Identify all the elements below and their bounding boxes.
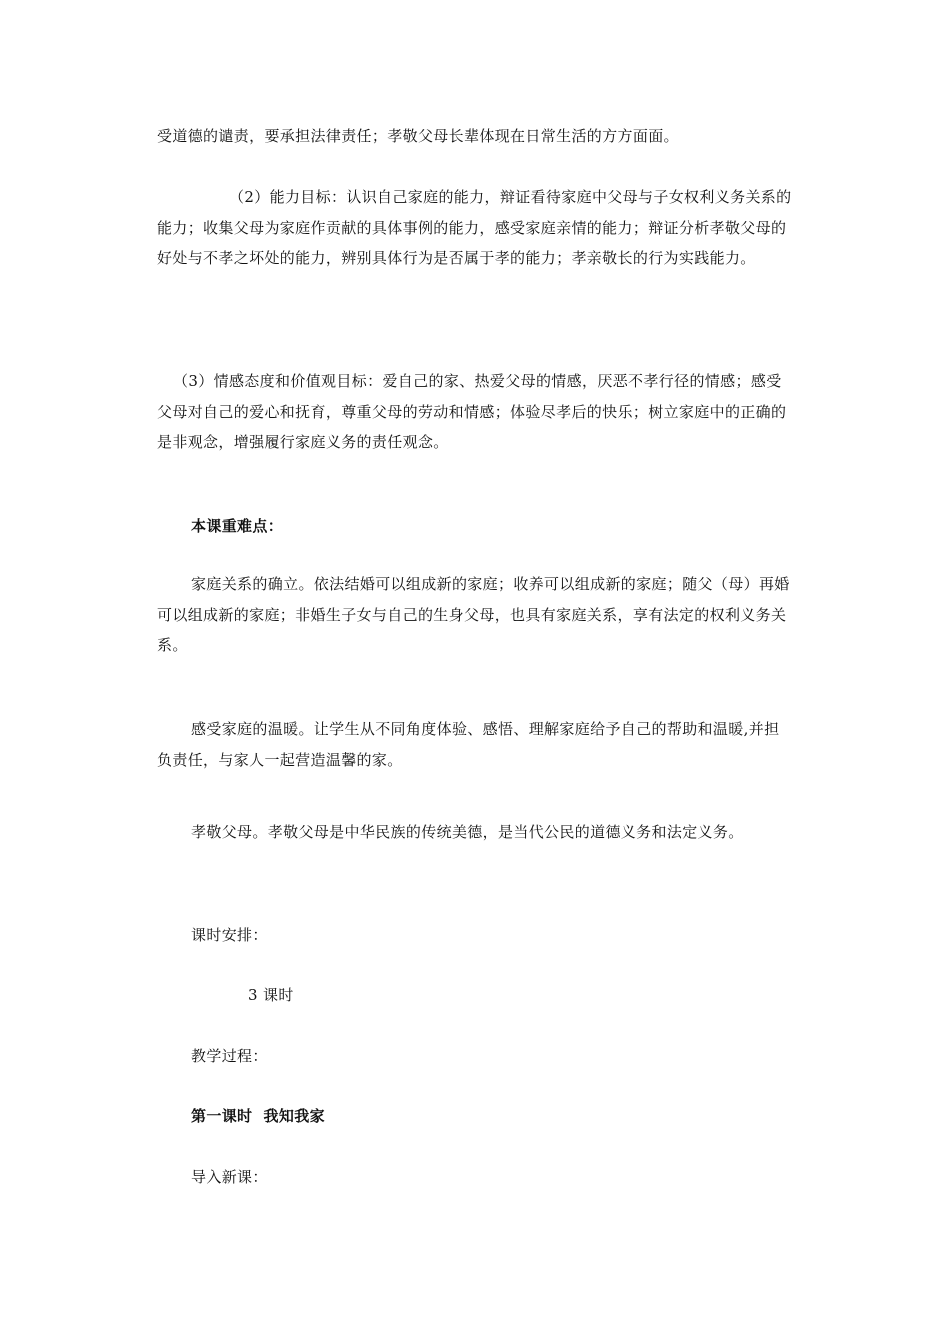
paragraph-family-relations: 家庭关系的确立。依法结婚可以组成新的家庭；收养可以组成新的家庭；随父（母）再婚可以组成新的家庭；非婚生子女与自己的生身父母，也具有家庭关系，享有法定的权利义务关系。 (157, 575, 790, 654)
intro-label: 导入新课： (191, 1168, 268, 1186)
paragraph-continuation: 受道德的谴责，要承担法律责任；孝敬父母长辈体现在日常生活的方方面面。 (157, 127, 679, 145)
process-label: 教学过程： (191, 1047, 268, 1065)
paragraph-ability-goals: （2）能力目标：认识自己家庭的能力，辩证看待家庭中父母与子女权利义务关系的能力；收集父母为家庭作贡献的具体事例的能力，感受家庭亲情的能力；辩证分析孝敬父母的好处与不孝之坏处的能力，辨别具体行为是否属于孝的能力；孝亲敬长的行为实践能力。 (157, 188, 792, 267)
paragraph-family-warmth: 感受家庭的温暖。让学生从不同角度体验、感悟、理解家庭给予自己的帮助和温暖,并担负责任，与家人一起营造温馨的家。 (157, 720, 780, 769)
schedule-label: 课时安排： (191, 926, 268, 944)
heading-key-points: 本课重难点： (191, 517, 284, 535)
schedule-value: 3 课时 (248, 986, 294, 1004)
paragraph-filial-piety: 孝敬父母。孝敬父母是中华民族的传统美德，是当代公民的道德义务和法定义务。 (191, 823, 744, 841)
lesson1-heading: 第一课时 我知我家 (191, 1107, 325, 1125)
paragraph-emotion-goals: （3）情感态度和价值观目标：爱自己的家、热爱父母的情感，厌恶不孝行径的情感；感受父母对自己的爱心和抚育，尊重父母的劳动和情感；体验尽孝后的快乐；树立家庭中的正确的是非观念，增强履行家庭义务的责任观念。 (157, 372, 787, 451)
